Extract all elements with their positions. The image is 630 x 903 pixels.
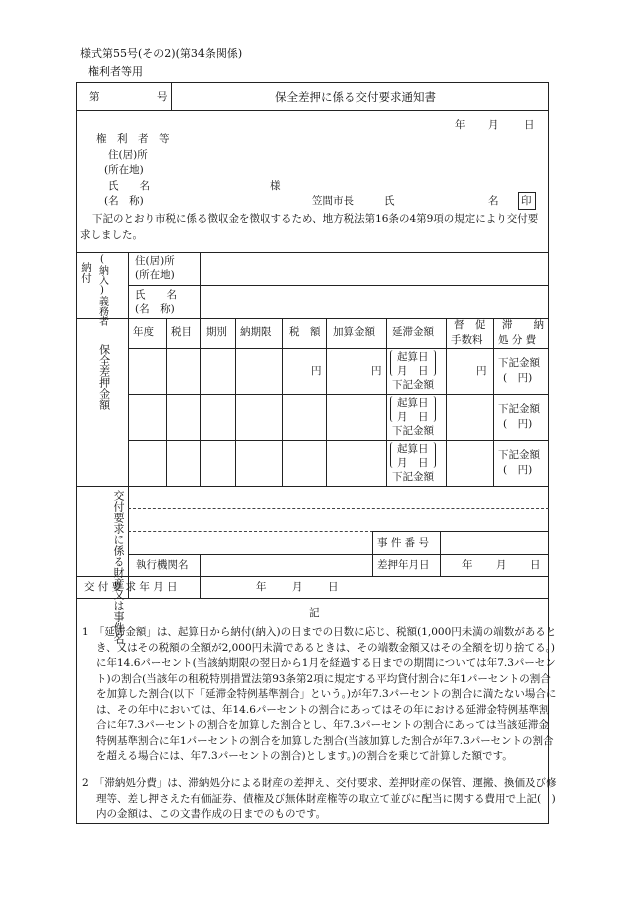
th-shobunhi: 処 分 費	[498, 334, 537, 346]
th-nokigen: 納期限	[240, 326, 272, 338]
issuer-title: 笠間市長	[312, 195, 354, 207]
form-sub: 権利者等用	[88, 65, 143, 78]
row3-kakikingaku: 下記金額	[392, 471, 434, 483]
notes-item1: 1 「延滞金額」は、起算日から納付(納入)の日までの日数に応じ、税額(1,000円未満の端数があるとき、又はその税額の全額が2,000円未満であるときは、その端数金額又はその全額を切り捨てる。)に年14.6パーセント(当該納期限の翌日から1月を経過する日までの期間については年7.3パーセント)の割合(当該年の租税特別措置法第93条第2項に規定する平均貸付割合に年1パーセントの割合を加算した割合(以下「延滞金特例基準割合」という。)が年7.3パーセントの割合に満たない場合には、その年中においては、年14.6パーセントの割合にあってはその年における延滞金特例基準割合に年7.3パーセントの割合を加算した割合とし、年7.3パーセントの割合にあっては当該延滞金特例基準割合に年1パーセントの割合を加算した割合(当該加算した割合が年7.3パーセントの割合を超える場合には、年7.3パーセントの割合)とします。)の割合を乗じて計算した額です。	[82, 626, 557, 762]
request-day: 日	[328, 581, 339, 593]
row1-kasan-yen: 円	[371, 365, 382, 377]
issuer-mei: 名	[488, 195, 499, 207]
row1-kisanbi: 起算日	[397, 351, 429, 363]
sashiosae-day: 日	[530, 559, 541, 571]
row3-tainou-kaki: 下記金額	[498, 449, 540, 461]
addressee-address: 住(居)所	[108, 149, 148, 161]
th-kibetsu: 期別	[206, 326, 227, 338]
sashiosae-month: 月	[496, 559, 507, 571]
request-month: 月	[292, 581, 303, 593]
sashiosae-date-label: 差押年月日	[377, 559, 430, 571]
notes-item2: 2 「滞納処分費」は、滞納処分による財産の差押え、交付要求、差押財産の保管、運搬、換価及び修理等、差し押さえた有価証券、債権及び無体財産権等の取立て並びに配当に関する費用で上記( )内の金額は、この文書作成の日までのものです。	[82, 777, 557, 820]
th-kasan: 加算金額	[333, 326, 375, 338]
taxpayer-side: 納付	[80, 262, 93, 283]
issuer-shi: 氏	[384, 195, 395, 207]
request-year: 年	[256, 581, 267, 593]
row1-zeigaku-yen: 円	[311, 365, 322, 377]
th-zeigaku: 税 額	[289, 326, 321, 338]
row1-tainou-kaki: 下記金額	[498, 357, 540, 369]
th-zeimoku: 税目	[171, 326, 192, 338]
addressee-name2: (名 称)	[104, 195, 144, 207]
row1-tsukihi: 月 日	[397, 365, 429, 377]
date-month: 月	[488, 119, 499, 131]
date-day: 日	[524, 119, 535, 131]
shikko-kikan: 執行機関名	[136, 559, 189, 571]
page-title: 保全差押に係る交付要求通知書	[275, 90, 436, 104]
row2-kakikingaku: 下記金額	[392, 425, 434, 437]
taxpayer-name-label2: (名 称)	[135, 303, 175, 315]
row1-kakikingaku: 下記金額	[392, 379, 434, 391]
th-tesuryo: 手数料	[451, 334, 483, 346]
date-year: 年	[455, 119, 466, 131]
taxpayer-side2: (納入)義務者	[96, 254, 108, 326]
row3-tsukihi: 月 日	[397, 457, 429, 469]
form-id: 様式第55号(その2)(第34条関係)	[80, 47, 243, 60]
addressee-address2: (所在地)	[104, 164, 144, 176]
th-tokusoku: 督 促	[454, 319, 486, 331]
sashiosae-year: 年	[462, 559, 473, 571]
intro-text: 下記のとおり市税に係る徴収金を徴収するため、地方税法第16条の4第9項の規定により交付要求しました。	[80, 213, 539, 241]
row2-tainou-yen: ( 円)	[503, 418, 533, 430]
header-dai: 第	[89, 91, 100, 103]
property-side-label: 交付要求に係る財産又は事件名	[112, 490, 125, 644]
row1-tainou-yen: ( 円)	[503, 372, 533, 384]
addressee-sama: 様	[270, 180, 281, 192]
taxpayer-name-label1: 氏 名	[135, 289, 177, 301]
row3-tainou-yen: ( 円)	[503, 464, 533, 476]
row2-tainou-kaki: 下記金額	[498, 403, 540, 415]
row3-kisanbi: 起算日	[397, 443, 429, 455]
row1-tesuryo-yen: 円	[476, 365, 487, 377]
row2-tsukihi: 月 日	[397, 411, 429, 423]
addressee-name: 氏 名	[108, 180, 150, 192]
th-entai: 延滞金額	[392, 326, 434, 338]
taxpayer-address-label1: 住(居)所	[135, 255, 175, 267]
th-tainou: 滞 納	[502, 319, 544, 331]
request-date-label: 交 付 要 求 年 月 日	[84, 581, 178, 593]
header-go: 号	[157, 91, 168, 103]
amount-side-label: 保全差押金額	[97, 344, 111, 410]
notes-ki: 記	[309, 607, 320, 619]
th-nendo: 年度	[133, 326, 154, 338]
issuer-seal: 印	[521, 195, 532, 207]
taxpayer-address-label2: (所在地)	[135, 269, 175, 281]
row2-kisanbi: 起算日	[397, 397, 429, 409]
jiken-bango: 事 件 番 号	[377, 537, 430, 549]
addressee-label: 権 利 者 等	[96, 133, 170, 145]
